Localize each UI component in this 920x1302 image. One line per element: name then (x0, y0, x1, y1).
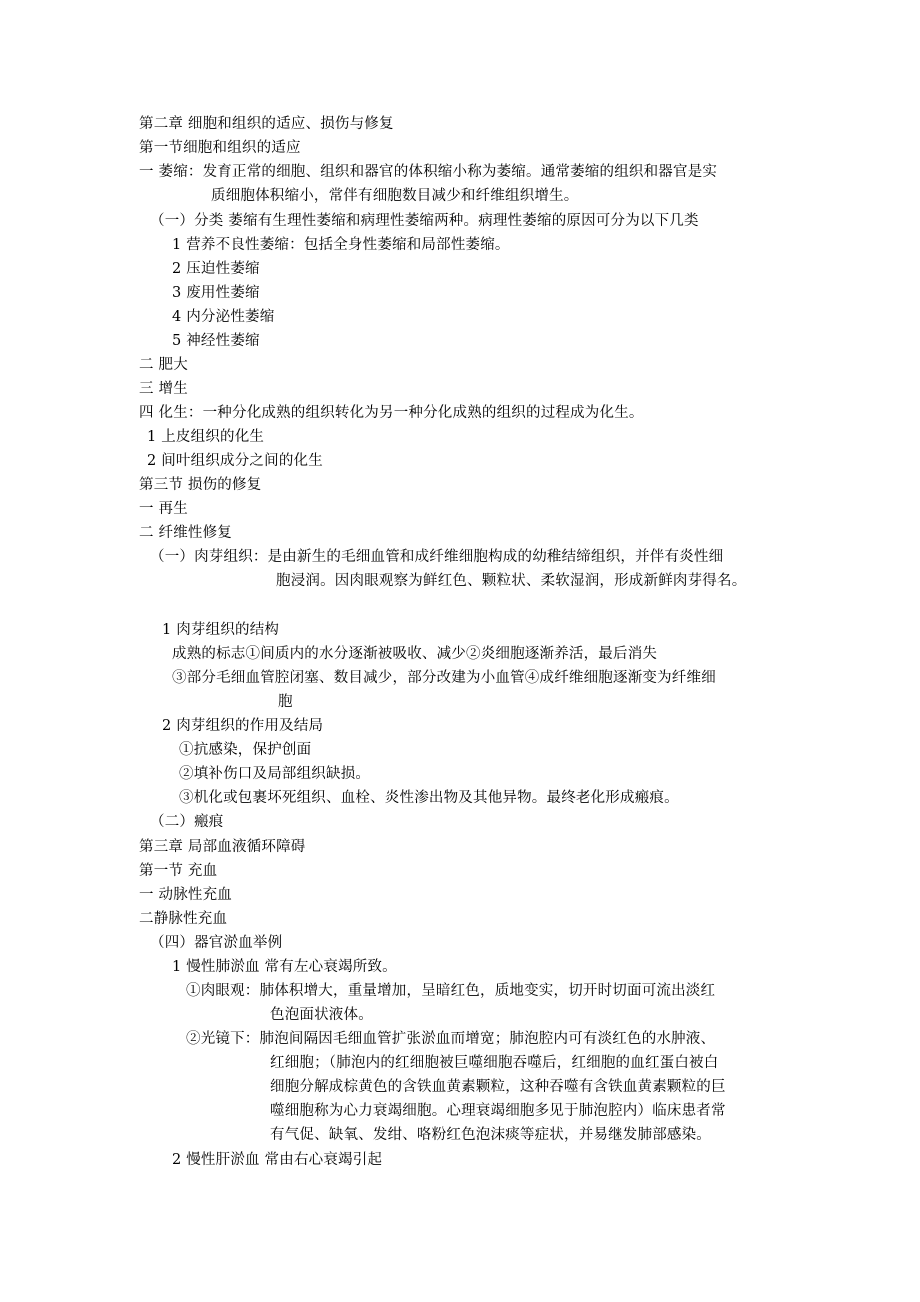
atrophy-definition: 一 萎缩：发育正常的细胞、组织和器官的体积缩小称为萎缩。通常萎缩的组织和器官是实 (139, 164, 718, 180)
section-1-hyperemia: 第一节 充血 (139, 863, 218, 879)
heading-hyperplasia: 三 增生 (139, 381, 188, 397)
heading-venous-hyperemia: 二静脉性充血 (139, 911, 228, 927)
paragraph-line: ③部分毛细血管腔闭塞、数目减少，部分改建为小血管④成纤维细胞逐渐变为纤维细 (172, 670, 716, 686)
list-item: 2 慢性肝淤血 常由右心衰竭引起 (172, 1152, 383, 1168)
section-3-title: 第三节 损伤的修复 (139, 477, 262, 493)
list-item: 4 内分泌性萎缩 (172, 309, 275, 325)
paragraph-line: 红细胞；（肺泡内的红细胞被巨噬细胞吞噬后，红细胞的血红蛋白被白 (270, 1055, 719, 1071)
list-item: 3 废用性萎缩 (172, 285, 260, 301)
heading-regeneration: 一 再生 (139, 501, 188, 517)
paragraph-line: 有气促、缺氧、发绀、咯粉红色泡沫痰等症状，并易继发肺部感染。 (270, 1127, 711, 1143)
list-item: ①抗感染，保护创面 (179, 742, 312, 758)
atrophy-definition-cont: 质细胞体积缩小，常伴有细胞数目减少和纤维组织增生。 (211, 188, 579, 204)
paragraph-line: 色泡面状液体。 (270, 1007, 373, 1023)
chapter-3-title: 第三章 局部血液循环障碍 (139, 839, 306, 855)
granulation-tissue-definition-cont: 胞浸润。因肉眼观察为鲜红色、颗粒状、柔软湿润，形成新鲜肉芽得名。 (276, 573, 747, 589)
paragraph-line: 胞 (278, 694, 293, 710)
heading-hypertrophy: 二 肥大 (139, 357, 188, 373)
list-item: ②填补伤口及局部组织缺损。 (179, 766, 371, 782)
list-item: ③机化或包裹坏死组织、血栓、炎性渗出物及其他异物。最终老化形成瘢痕。 (179, 790, 679, 806)
paragraph-line: 噬细胞称为心力衰竭细胞。心理衰竭细胞多见于肺泡腔内）临床患者常 (270, 1103, 726, 1119)
heading-fibrous-repair: 二 纤维性修复 (139, 525, 233, 541)
list-item: 2 间叶组织成分之间的化生 (147, 453, 323, 469)
granulation-tissue-definition: （一）肉芽组织：是由新生的毛细血管和成纤维细胞构成的幼稚结缔组织，并伴有炎性细 (150, 549, 724, 565)
list-item: 2 肉芽组织的作用及结局 (162, 718, 324, 734)
paragraph-line: ①肉眼观：肺体积增大，重量增加，呈暗红色，质地变实，切开时切面可流出淡红 (186, 983, 716, 999)
metaplasia-definition: 四 化生：一种分化成熟的组织转化为另一种分化成熟的组织的过程成为化生。 (139, 405, 644, 421)
paragraph-line: 成熟的标志①间质内的水分逐渐被吸收、减少②炎细胞逐渐养活，最后消失 (172, 646, 658, 662)
list-item: 5 神经性萎缩 (172, 333, 260, 349)
chapter-2-title: 第二章 细胞和组织的适应、损伤与修复 (139, 116, 394, 132)
paragraph-line: ②光镜下：肺泡间隔因毛细血管扩张淤血而增宽；肺泡腔内可有淡红色的水肿液、 (186, 1031, 716, 1047)
list-item: 1 慢性肺淤血 常有左心衰竭所致。 (172, 959, 397, 975)
list-item: 1 肉芽组织的结构 (162, 622, 280, 638)
paragraph-line: 细胞分解成棕黄色的含铁血黄素颗粒，这种吞噬有含铁血黄素颗粒的巨 (270, 1079, 726, 1095)
list-item: 1 上皮组织的化生 (147, 429, 265, 445)
heading-congestion-examples: （四）器官淤血举例 (150, 935, 283, 951)
list-item: 2 压迫性萎缩 (172, 261, 260, 277)
section-1-title: 第一节细胞和组织的适应 (139, 140, 301, 156)
list-item: 1 营养不良性萎缩：包括全身性萎缩和局部性萎缩。 (172, 237, 510, 253)
heading-scar: （二）瘢痕 (150, 814, 224, 830)
heading-arterial-hyperemia: 一 动脉性充血 (139, 887, 233, 903)
atrophy-classification: （一）分类 萎缩有生理性萎缩和病理性萎缩两种。病理性萎缩的原因可分为以下几类 (150, 213, 699, 229)
